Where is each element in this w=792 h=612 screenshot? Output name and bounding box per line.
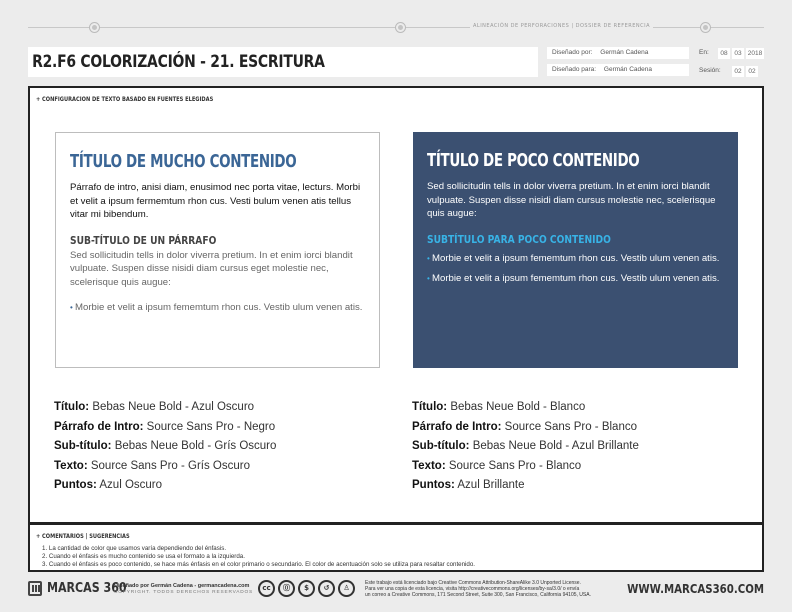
session-label: Sesión: xyxy=(699,67,721,74)
license-text: Este trabajo está licenciado bajo Creative Commons Attribution-ShareAlike 3.0 Unported License. Para ver una copia de esta licencia, visita http://creativecommons.org/licenses/by-sa/3.0/ o envía un correo a Creative Commons, 171 Second Street, Suite 300, San Francisco, California 94105, USA. xyxy=(365,580,591,599)
cc-icon: cc xyxy=(258,580,275,597)
bullet-icon: • xyxy=(70,303,76,312)
spec-row: Sub-título: Bebas Neue Bold - Azul Brillante xyxy=(412,440,639,453)
marcas360-logo-icon xyxy=(28,581,42,596)
left-card-body: Sed sollicitudin tells in dolor viverra pretium. In et enim iorci blandit vulpuate. Suspen disse nisidi diam cursus eget molestie nec, scelerisque quis augue: xyxy=(70,249,353,288)
right-specs xyxy=(412,398,639,496)
session-b: 02 xyxy=(746,66,758,77)
left-card-intro: Párrafo de intro, anisi diam, enusimod nec porta vitae, lecturs. Morbi et velit a ipsum fermemtum rhon cus. Vesti bulum venen atis tellus vitar mi bibendum. xyxy=(70,182,361,220)
date-year: 2018 xyxy=(747,50,763,57)
license-icons xyxy=(258,580,355,597)
date-month: 03 xyxy=(732,48,744,59)
person-icon: ♙ xyxy=(338,580,355,597)
session-a: 02 xyxy=(732,66,744,77)
spec-row: Texto: Source Sans Pro - Blanco xyxy=(412,459,582,472)
list-item: • Morbie et velit a ipsum fememtum rhon cus. Vestib ulum venen atis. xyxy=(427,252,720,264)
designed-by-field xyxy=(547,47,689,59)
registration-text: ALINEACIÓN DE PERFORACIONES | DOSSIER DE REFERENCIA xyxy=(470,23,653,29)
right-card-body: Sed sollicitudin tells in dolor viverra pretium. In et enim iorci blandit vulpuate. Suspen disse nisidi diam cursus molestie nec, scelerisque quis augue: xyxy=(427,181,716,219)
designed-by-credit: Diseñado por Germán Cadena - germancadena.com xyxy=(114,583,250,589)
spec-row: Párrafo de Intro: Source Sans Pro - Negro xyxy=(54,420,276,433)
left-card-subtitle: SUB-TÍTULO DE UN PÁRRAFO xyxy=(70,233,217,247)
page-title: R2.F6 COLORIZACIÓN - 21. ESCRITURA xyxy=(32,52,325,72)
website-link[interactable]: WWW.MARCAS360.COM xyxy=(627,582,764,596)
date-day: 08 xyxy=(718,48,730,59)
spec-row: Puntos: Azul Oscuro xyxy=(54,479,163,492)
right-card-title: TÍTULO DE POCO CONTENIDO xyxy=(427,150,640,171)
registration-mark-icon xyxy=(700,22,711,33)
spec-row: Sub-título: Bebas Neue Bold - Grís Oscuro xyxy=(54,440,277,453)
left-card-bullets xyxy=(70,301,365,315)
list-item: • Morbie et velit a ipsum fememtum rhon cus. Vestib ulum venen atis. xyxy=(70,302,363,313)
left-card xyxy=(55,132,380,368)
list-item: 2. Cuando el énfasis es mucho contenido se usa el formato a la izquierda. xyxy=(42,552,245,560)
noncommercial-icon: $ xyxy=(298,580,315,597)
registration-mark-icon xyxy=(395,22,406,33)
designed-by-value: Germán Cadena xyxy=(600,49,649,56)
spec-row: Párrafo de Intro: Source Sans Pro - Blanco xyxy=(412,420,637,433)
registration-mark-icon xyxy=(89,22,100,33)
bullet-icon: • xyxy=(427,274,433,283)
spec-row: Título: Bebas Neue Bold - Azul Oscuro xyxy=(54,401,255,413)
right-card-bullets xyxy=(427,252,724,286)
sharealike-icon: ↺ xyxy=(318,580,335,597)
right-card xyxy=(413,132,738,368)
comments-label: + COMENTARIOS | SUGERENCIAS xyxy=(36,533,130,540)
comments-list xyxy=(42,545,475,568)
main-panel xyxy=(28,86,764,524)
designed-for-value: Germán Cadena xyxy=(603,66,652,73)
left-card-title: TÍTULO DE MUCHO CONTENIDO xyxy=(70,151,297,172)
bullet-icon: • xyxy=(427,253,433,263)
date-label: En: xyxy=(699,49,709,56)
left-specs xyxy=(54,398,276,496)
section-label: + CONFIGURACIÓN DE TEXTO BASADO EN FUENTES ELEGIDAS xyxy=(36,96,214,103)
spec-row: Texto: Source Sans Pro - Grís Oscuro xyxy=(54,459,250,472)
right-card-subtitle: SUBTÍTULO PARA POCO CONTENIDO xyxy=(427,232,611,246)
list-item: 3. Cuando el énfasis es poco contenido, se hace más énfasis en el color primario o secundario. El color de acentuación solo se utiliza para resaltar contenido. xyxy=(42,560,476,568)
spec-row: Puntos: Azul Brillante xyxy=(412,479,525,492)
logo-text: MARCAS 360 xyxy=(47,581,127,596)
footer xyxy=(28,578,764,600)
title-box xyxy=(28,47,538,77)
list-item: • Morbie et velit a ipsum fememtum rhon cus. Vestib ulum venen atis. xyxy=(427,273,720,284)
comments-panel xyxy=(28,524,764,572)
designed-for-field xyxy=(547,64,689,76)
list-item: 1. La cantidad de color que usamos varía dependiendo del énfasis. xyxy=(42,545,227,552)
designed-for-label: Diseñado para: xyxy=(552,66,597,73)
designed-by-label: Diseñado por: xyxy=(552,49,593,56)
copyright-text: COPYRIGHT. TODOS DERECHOS RESERVADOS xyxy=(114,590,254,595)
spec-row: Título: Bebas Neue Bold - Blanco xyxy=(412,401,586,413)
attribution-icon: ⓪ xyxy=(278,580,295,597)
